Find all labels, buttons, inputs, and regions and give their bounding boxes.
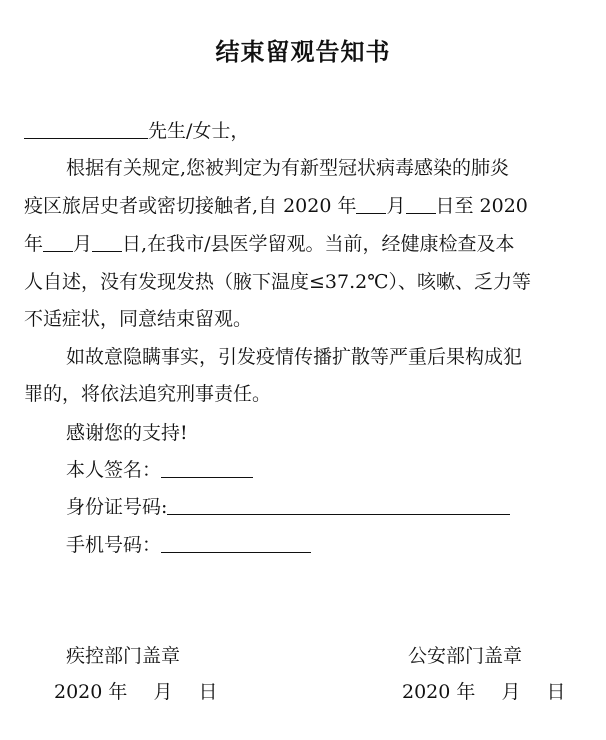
thanks-text: 感谢您的支持!: [66, 422, 188, 444]
cdc-date: [54, 679, 218, 705]
start-day-blank[interactable]: [406, 193, 436, 214]
signature-field[interactable]: [161, 457, 253, 478]
month-label: 月: [386, 195, 406, 217]
para1-line3: [24, 231, 514, 257]
para1-line1: 根据有关规定,您被判定为有新型冠状病毒感染的肺炎: [66, 157, 510, 179]
police-date-year: 2020 年: [402, 681, 476, 703]
para1-line4: 人自述，没有发现发热（腋下温度≤37.2℃）、咳嗽、乏力等: [24, 271, 531, 293]
phone-label: 手机号码：: [66, 534, 162, 556]
para1-line2-start: 疫区旅居史者或密切接触者,自 2020 年: [24, 195, 357, 217]
cdc-date-day: 日: [198, 681, 218, 703]
para1-line2: [24, 193, 528, 219]
police-date-day: 日: [546, 681, 566, 703]
id-number-field[interactable]: [167, 494, 510, 515]
para1-line2-end: 日至 2020: [435, 195, 528, 217]
phone-field[interactable]: [161, 532, 311, 553]
para2-line1: 如故意隐瞒事实，引发疫情传播扩散等严重后果构成犯: [66, 346, 523, 368]
signature-row: [66, 457, 253, 483]
name-blank[interactable]: [24, 118, 148, 139]
para1-line3-end: 日,在我市/县医学留观。当前，经健康检查及本: [122, 233, 515, 255]
end-day-blank[interactable]: [92, 231, 122, 252]
police-date: [402, 679, 566, 705]
cdc-date-year: 2020 年: [54, 681, 128, 703]
para1-line5: 不适症状，同意结束留观。: [24, 308, 253, 330]
salutation-suffix: 先生/女士，: [148, 120, 250, 142]
police-stamp-label: 公安部门盖章: [408, 645, 523, 667]
end-month-blank[interactable]: [43, 231, 73, 252]
document-title: 结束留观告知书: [215, 38, 391, 66]
id-row: [66, 494, 510, 520]
signature-label: 本人签名：: [66, 459, 162, 481]
phone-row: [66, 532, 311, 558]
police-date-month: 月: [501, 681, 521, 703]
id-label: 身份证号码:: [66, 496, 168, 518]
year-label: 年: [24, 233, 44, 255]
para2-line2: 罪的，将依法追究刑事责任。: [24, 383, 272, 405]
cdc-stamp-label: 疾控部门盖章: [66, 645, 181, 667]
start-month-blank[interactable]: [356, 193, 386, 214]
month-label: 月: [73, 233, 93, 255]
cdc-date-month: 月: [153, 681, 173, 703]
salutation-line: [24, 118, 249, 144]
